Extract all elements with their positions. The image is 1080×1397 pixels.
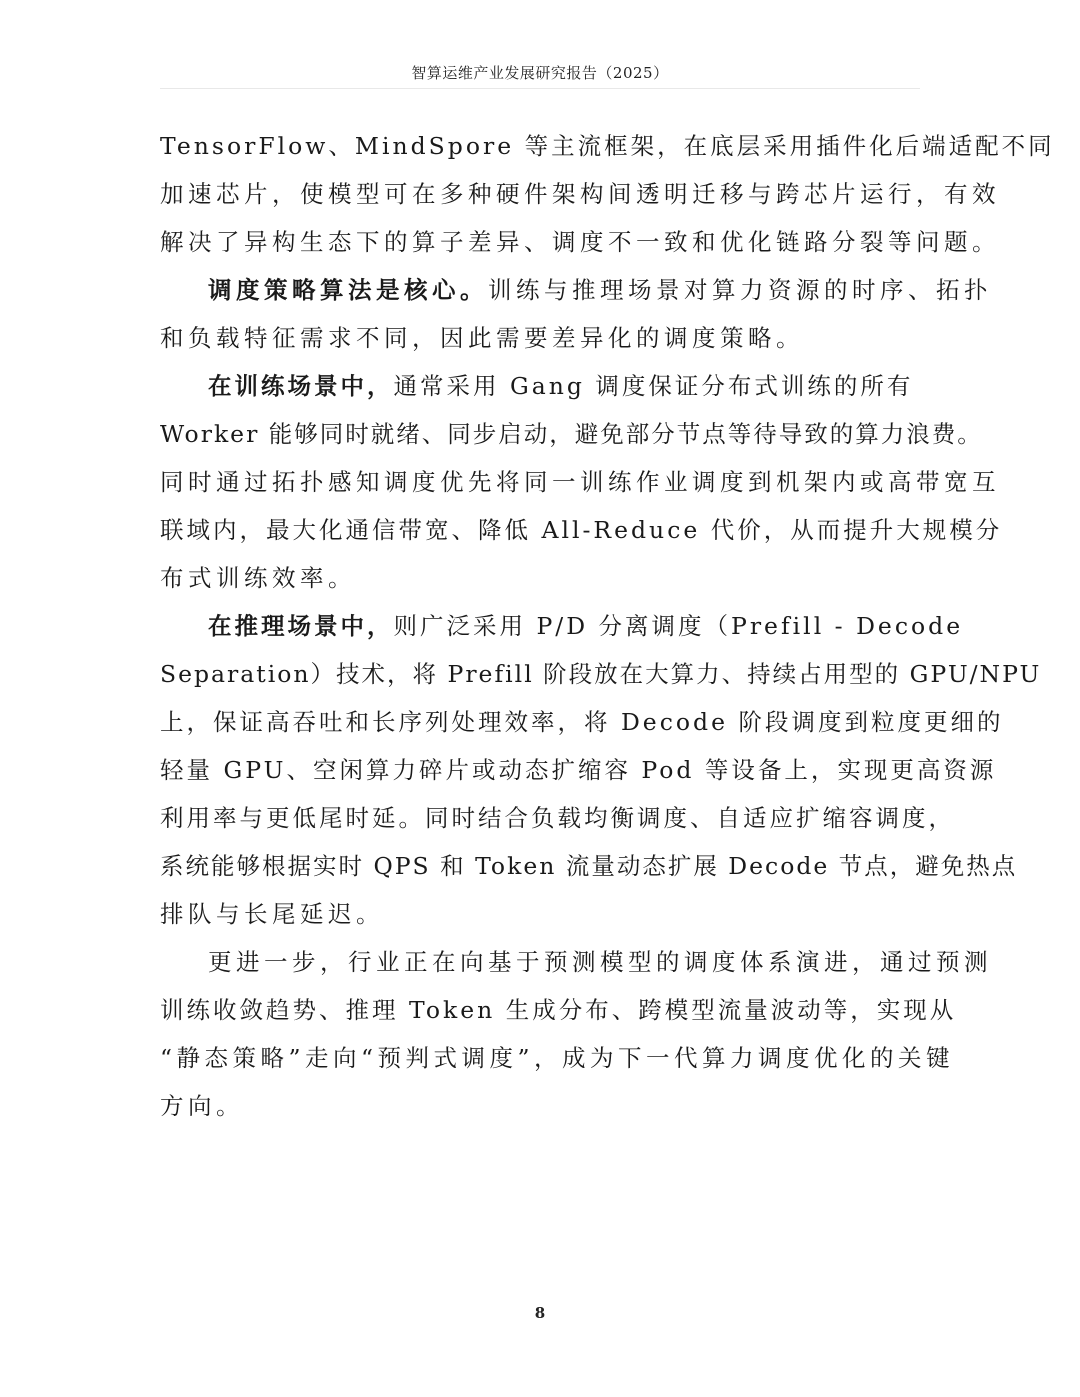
paragraph-predictive-scheduling [160,938,992,1130]
text-line: 加速芯片，使模型可在多种硬件架构间透明迁移与跨芯片运行，有效 [160,180,1000,208]
text-line: 方向。 [160,1092,244,1120]
paragraph-text: 则广泛采用 P/D 分离调度（Prefill - Decode [393,612,964,640]
document-body [160,122,1055,1130]
text-line [160,266,992,314]
page-number: 8 [534,1304,546,1322]
text-line: Separation）技术，将 Prefill 阶段放在大算力、持续占用型的 GPU/NPU [160,660,1042,688]
text-line: 训练收敛趋势、推理 Token 生成分布、跨模型流量波动等，实现从 [160,996,957,1024]
text-line: 解决了异构生态下的算子差异、调度不一致和优化链路分裂等问题。 [160,228,1000,256]
paragraph-framework-adaptation [160,122,1055,266]
text-line: “静态策略”走向“预判式调度”，成为下一代算力调度优化的关键 [160,1044,955,1072]
text-line: 同时通过拓扑感知调度优先将同一训练作业调度到机架内或高带宽互 [160,468,1000,496]
paragraph-text: 通常采用 Gang 调度保证分布式训练的所有 [393,372,914,400]
paragraph-lead: 在推理场景中， [208,612,394,640]
paragraph-training-scenario [160,362,1003,602]
paragraph-inference-scenario [160,602,1042,938]
paragraph-text: 训练与推理场景对算力资源的时序、拓扑 [488,276,992,304]
text-line: 更进一步，行业正在向基于预测模型的调度体系演进，通过预测 [208,948,992,976]
text-line: TensorFlow、MindSpore 等主流框架，在底层采用插件化后端适配不同 [160,132,1055,160]
text-line: Worker 能够同时就绪、同步启动，避免部分节点等待导致的算力浪费。 [160,420,983,448]
header-divider [160,88,920,89]
text-line: 利用率与更低尾时延。同时结合负载均衡调度、自适应扩缩容调度， [160,804,955,832]
text-line: 联域内，最大化通信带宽、降低 All-Reduce 代价，从而提升大规模分 [160,516,1003,544]
text-line: 上，保证高吞吐和长序列处理效率，将 Decode 阶段调度到粒度更细的 [160,708,1004,736]
paragraph-scheduling-core [160,266,992,362]
paragraph-lead: 在训练场景中， [208,372,394,400]
text-line [160,602,964,650]
paragraph-lead: 调度策略算法是核心。 [208,276,488,304]
text-line: 布式训练效率。 [160,564,356,592]
text-line: 轻量 GPU、空闲算力碎片或动态扩缩容 Pod 等设备上，实现更高资源 [160,756,997,784]
page-header-title: 智算运维产业发展研究报告（2025） [411,64,669,82]
text-line [160,362,920,410]
text-line: 排队与长尾延迟。 [160,900,384,928]
text-line: 系统能够根据实时 QPS 和 Token 流量动态扩展 Decode 节点，避免热点 [160,852,1018,880]
text-line: 和负载特征需求不同，因此需要差异化的调度策略。 [160,324,804,352]
